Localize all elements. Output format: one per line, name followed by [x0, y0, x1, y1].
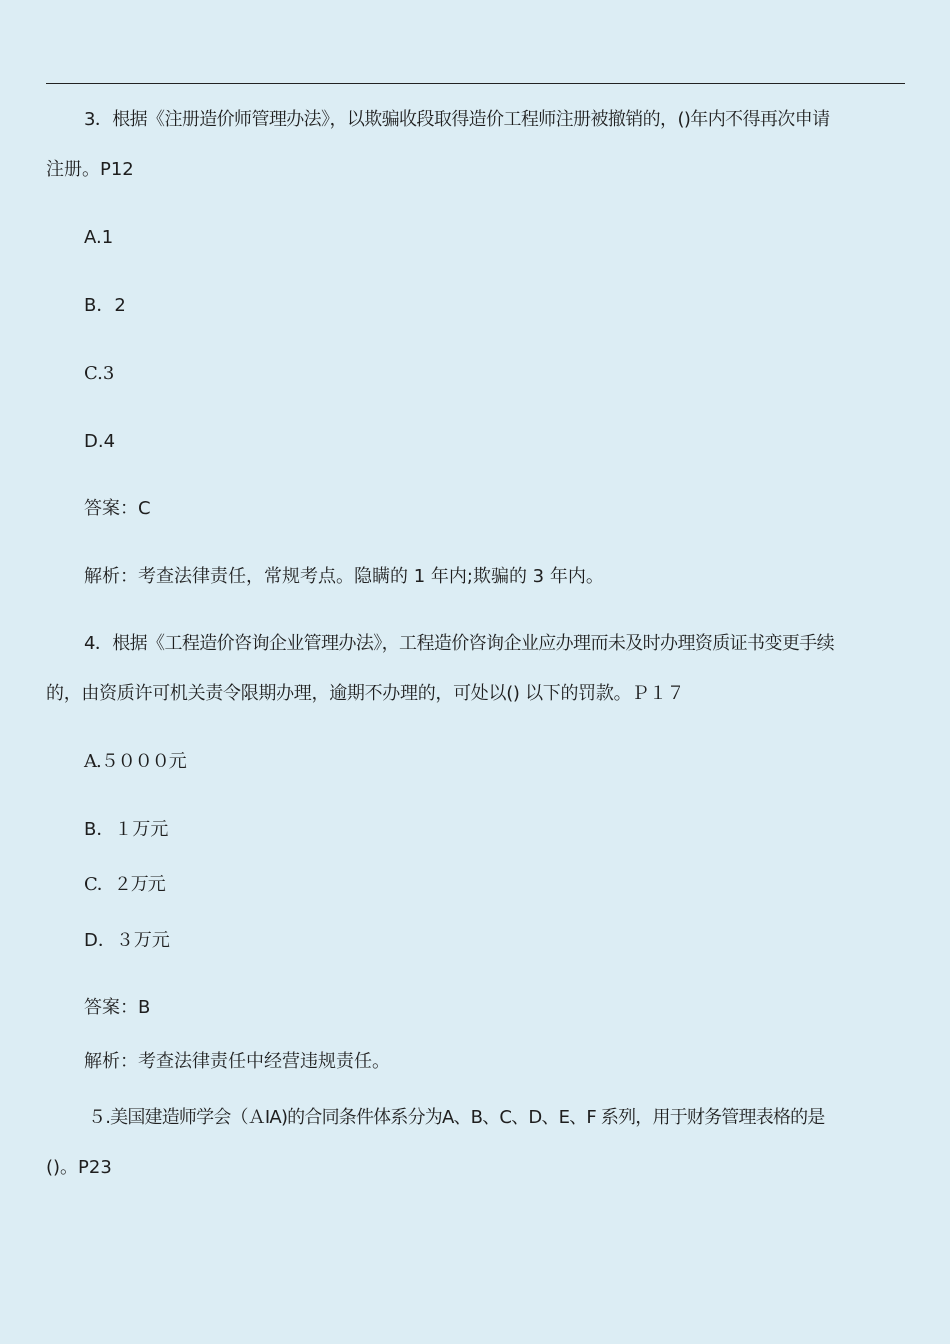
q3-stem-line2: 注册。P12 — [46, 159, 134, 180]
q3-option-d: D.4 — [84, 431, 116, 452]
q3-analysis: 解析：考查法律责任，常规考点。隐瞒的 1 年内;欺骗的 3 年内。 — [84, 566, 604, 587]
q3-answer: 答案：C — [84, 498, 151, 519]
header-rule — [46, 83, 905, 84]
q3-option-b: B．2 — [84, 295, 126, 316]
q4-option-a: A.５０００元 — [84, 751, 186, 772]
q4-analysis: 解析：考查法律责任中经营违规责任。 — [84, 1051, 390, 1072]
q3-option-a: A.1 — [84, 227, 114, 248]
q4-option-b: B．１万元 — [84, 819, 169, 840]
q5-stem-line1: ５.美国建造师学会（ＡIA)的合同条件体系分为A、B、C、D、E、F 系列，用于财务管理表格的是 — [88, 1107, 825, 1128]
q5-stem-line2: ()。P23 — [46, 1157, 112, 1178]
q4-option-d: D．３万元 — [84, 930, 170, 951]
q3-stem-line1: 3．根据《注册造价师管理办法》，以欺骗收段取得造价工程师注册被撤销的，()年内不得再次申请 — [84, 109, 830, 130]
q3-option-c: C.3 — [84, 363, 115, 384]
q4-stem-line1: 4．根据《工程造价咨询企业管理办法》，工程造价咨询企业应办理而未及时办理资质证书变更手续 — [84, 633, 835, 654]
q4-answer: 答案：B — [84, 997, 151, 1018]
q4-stem-line2: 的，由资质许可机关责令限期办理，逾期不办理的，可处以() 以下的罚款。Ｐ１７ — [46, 683, 685, 704]
q4-option-c: C．２万元 — [84, 874, 165, 895]
